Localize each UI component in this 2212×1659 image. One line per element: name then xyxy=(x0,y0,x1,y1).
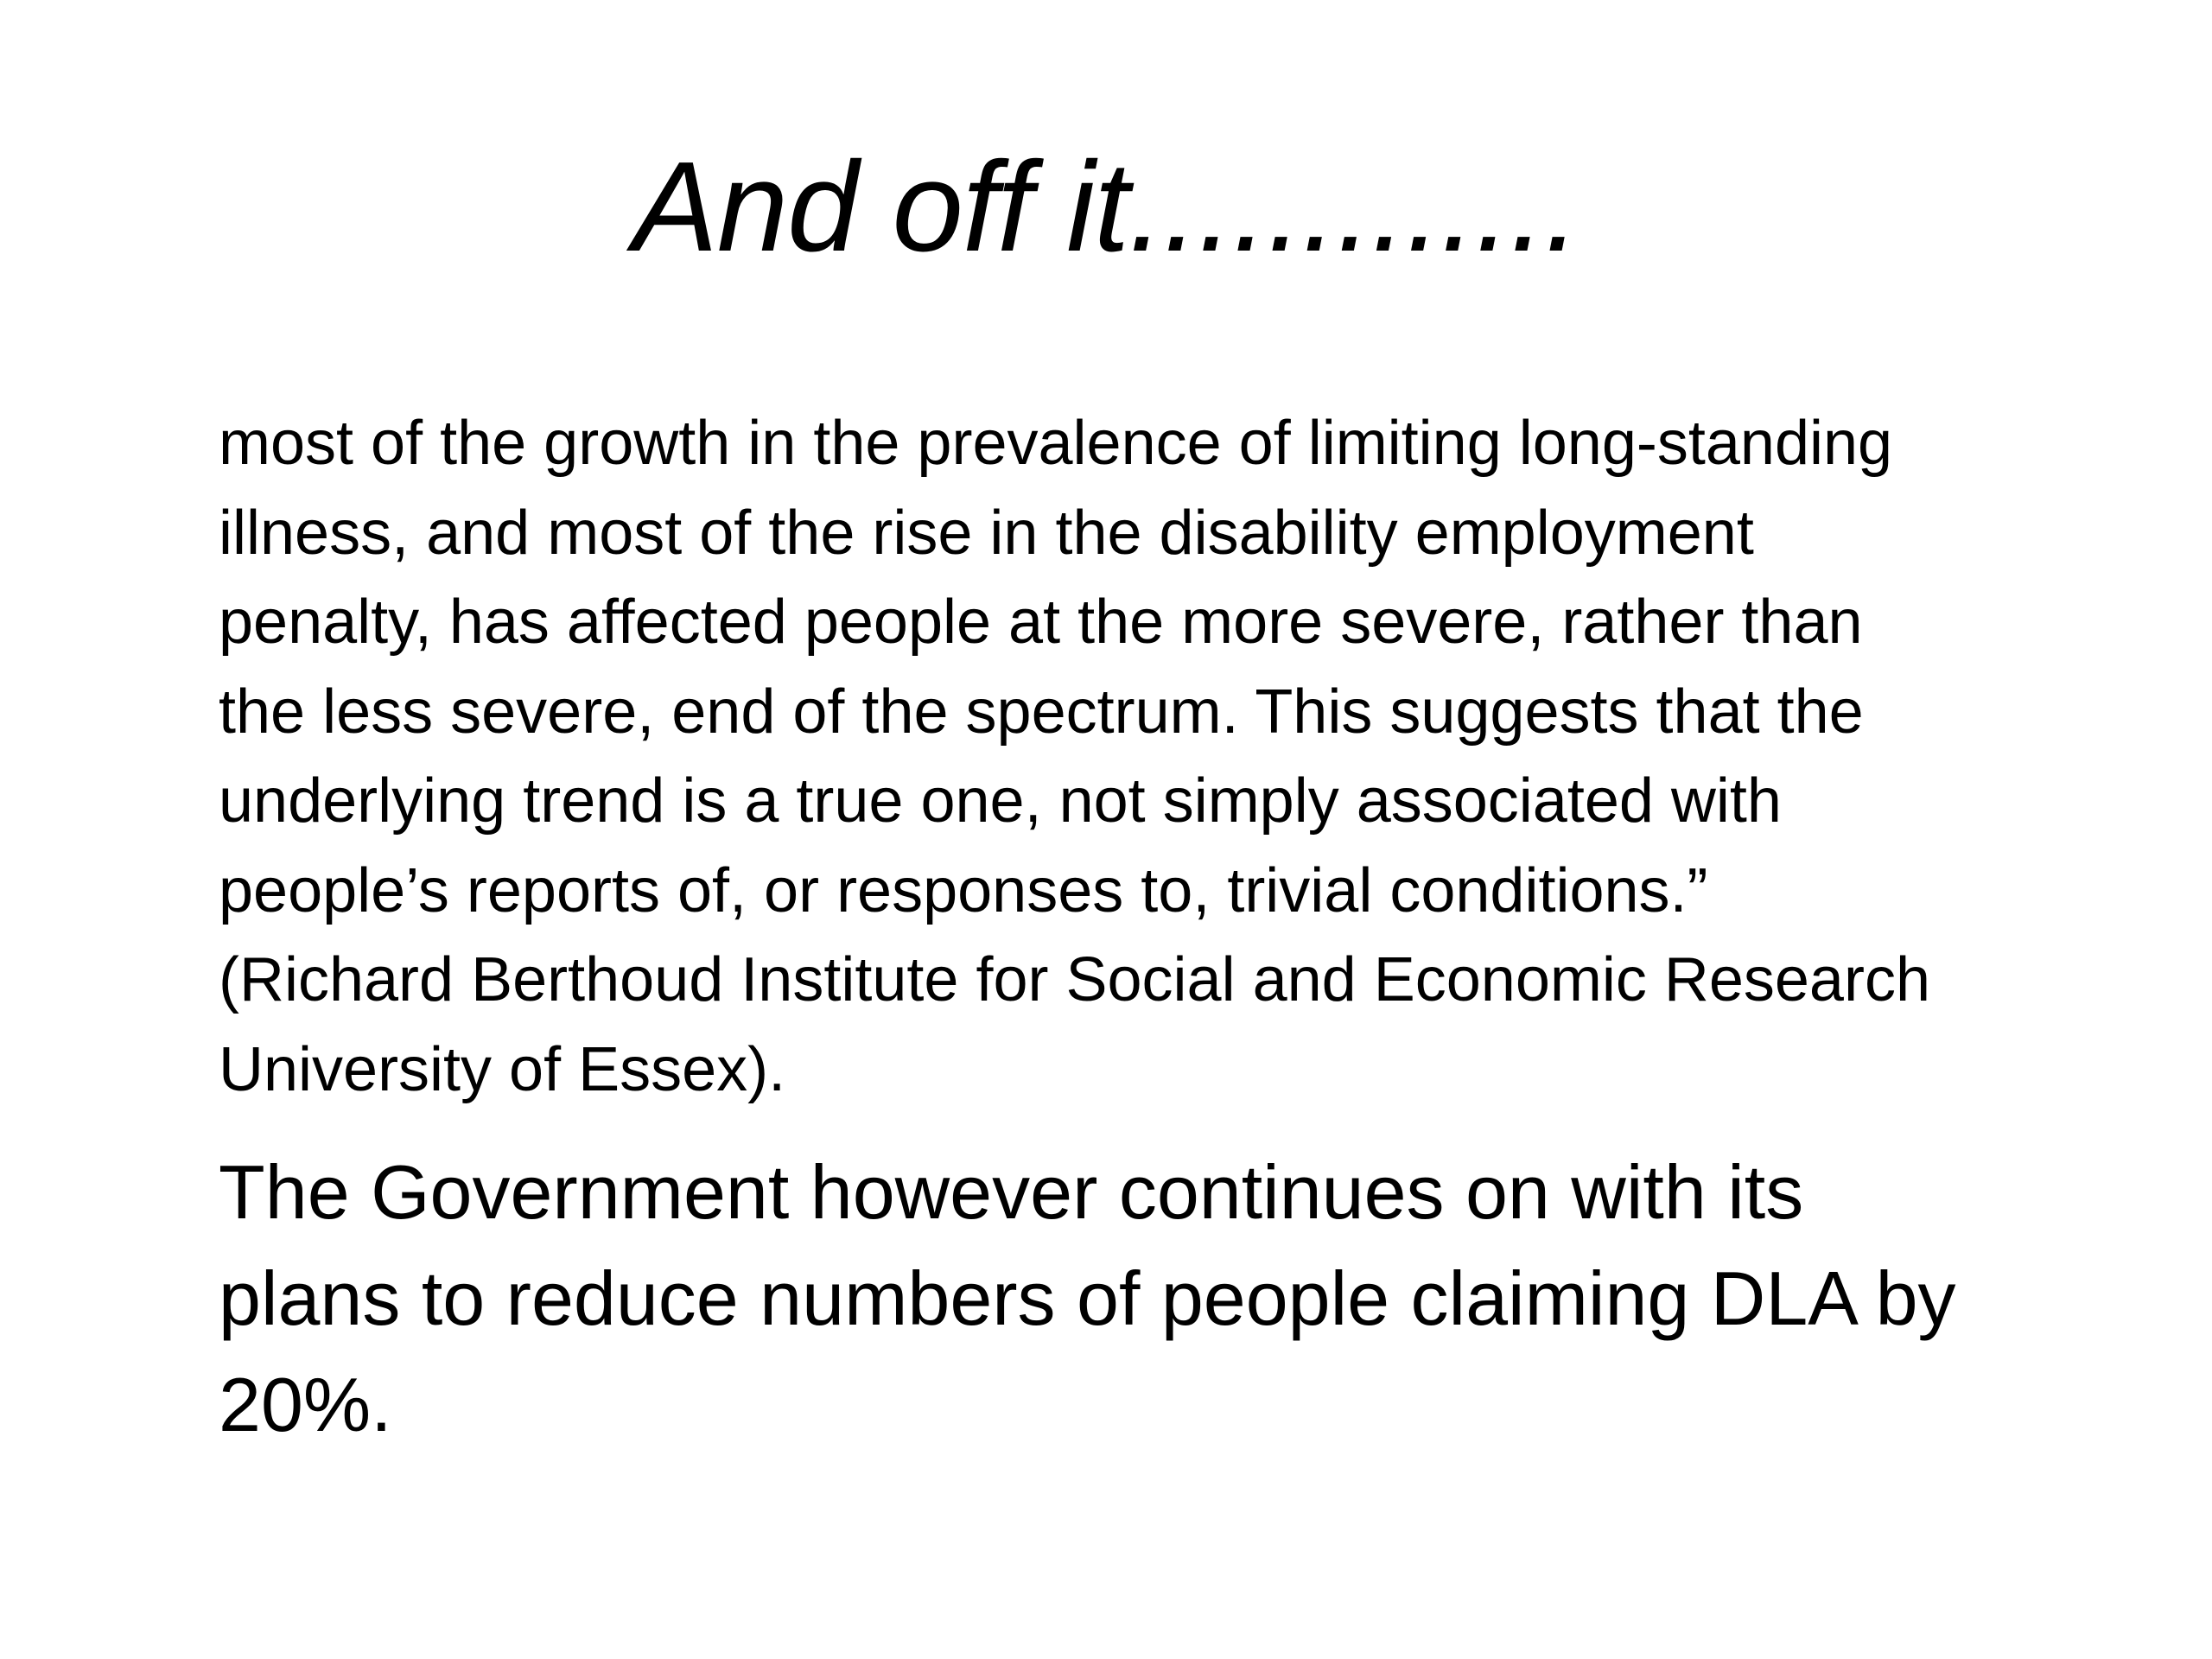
statement-line: 20%. xyxy=(219,1362,392,1447)
statement-line: plans to reduce numbers of people claiming DLA by xyxy=(219,1255,1956,1341)
statement-paragraph xyxy=(219,1139,2171,1458)
slide-title: And off it............. xyxy=(632,136,1580,278)
quote-line: people’s reports of, or responses to, trivial conditions.” xyxy=(219,855,1708,925)
quote-line: the less severe, end of the spectrum. This suggests that the xyxy=(219,677,1864,747)
quote-citation-line: University of Essex). xyxy=(219,1034,786,1104)
quote-paragraph xyxy=(219,399,2171,1115)
statement-line: The Government however continues on with its xyxy=(219,1149,1804,1235)
quote-citation-line: (Richard Berthoud Institute for Social and Economic Research xyxy=(219,945,1930,1014)
quote-line: underlying trend is a true one, not simply associated with xyxy=(219,766,1782,836)
quote-line: most of the growth in the prevalence of limiting long-standing xyxy=(219,409,1893,478)
quote-line: penalty, has affected people at the more severe, rather than xyxy=(219,588,1863,657)
quote-line: illness, and most of the rise in the disability employment xyxy=(219,498,1754,568)
